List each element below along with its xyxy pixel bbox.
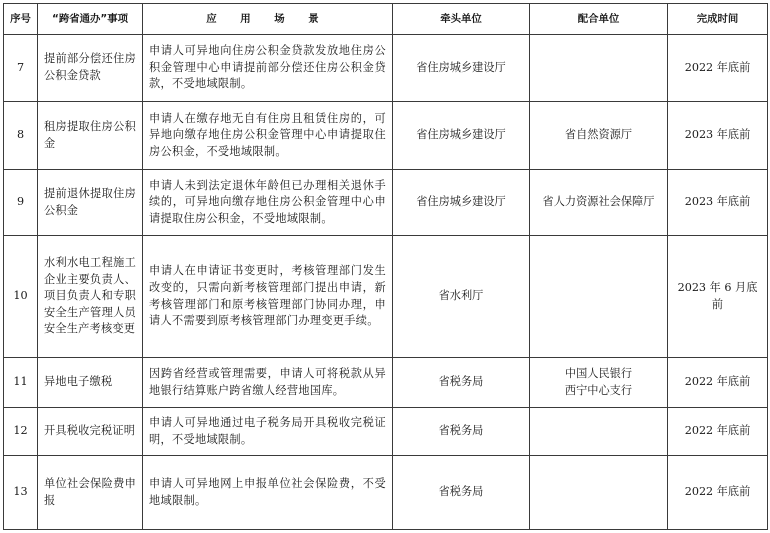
row-lead-unit: 省税务局 [393, 358, 530, 408]
row-coop-unit: 省自然资源厅 [530, 102, 668, 170]
row-deadline: 2022 年底前 [668, 408, 768, 456]
row-item: 异地电子缴税 [38, 358, 143, 408]
row-coop-unit: 省人力资源社会保障厅 [530, 170, 668, 236]
row-scene: 申请人在申请证书变更时，考核管理部门发生改变的，只需向新考核管理部门提出申请，新考核管理部门和原考核管理部门协同办理，申请人不需要到原考核管理部门办理变更手续。 [143, 236, 393, 358]
row-item: 开具税收完税证明 [38, 408, 143, 456]
header-coop-unit: 配合单位 [530, 4, 668, 35]
header-deadline: 完成时间 [668, 4, 768, 35]
table-row [4, 358, 768, 408]
row-item: 提前退休提取住房公积金 [38, 170, 143, 236]
row-coop-unit [530, 456, 668, 530]
row-lead-unit: 省水利厅 [393, 236, 530, 358]
row-no: 11 [4, 358, 38, 408]
row-lead-unit: 省住房城乡建设厅 [393, 170, 530, 236]
row-scene: 申请人在缴存地无自有住房且租赁住房的，可异地向缴存地住房公积金管理中心申请提取住房公积金，不受地域限制。 [143, 102, 393, 170]
header-item: “跨省通办”事项 [38, 4, 143, 35]
row-item: 水利水电工程施工企业主要负责人、项目负责人和专职安全生产管理人员安全生产考核变更 [38, 236, 143, 358]
row-no: 12 [4, 408, 38, 456]
row-item: 提前部分偿还住房公积金贷款 [38, 35, 143, 102]
row-no: 10 [4, 236, 38, 358]
row-deadline: 2022 年底前 [668, 456, 768, 530]
table-row [4, 408, 768, 456]
row-lead-unit: 省税务局 [393, 408, 530, 456]
row-coop-unit [530, 236, 668, 358]
row-no: 13 [4, 456, 38, 530]
row-coop-unit [530, 35, 668, 102]
row-no: 8 [4, 102, 38, 170]
row-deadline: 2022 年底前 [668, 35, 768, 102]
row-lead-unit: 省住房城乡建设厅 [393, 102, 530, 170]
row-no: 7 [4, 35, 38, 102]
coop-unit-line: 中国人民银行 [564, 366, 633, 380]
header-lead-unit: 牵头单位 [393, 4, 530, 35]
table-row [4, 35, 768, 102]
row-coop-unit [530, 408, 668, 456]
row-item: 租房提取住房公积金 [38, 102, 143, 170]
table-row [4, 456, 768, 530]
row-deadline: 2023 年底前 [668, 170, 768, 236]
row-lead-unit: 省税务局 [393, 456, 530, 530]
header-no: 序号 [4, 4, 38, 35]
table-row [4, 102, 768, 170]
coop-unit-line: 西宁中心支行 [564, 383, 633, 397]
table-row [4, 170, 768, 236]
row-deadline: 2023 年 6 月底前 [668, 236, 768, 358]
row-deadline: 2023 年底前 [668, 102, 768, 170]
row-coop-unit [530, 358, 668, 408]
row-scene: 因跨省经营或管理需要，申请人可将税款从异地银行结算账户跨省缴人经营地国库。 [143, 358, 393, 408]
header-row [4, 4, 768, 35]
row-lead-unit: 省住房城乡建设厅 [393, 35, 530, 102]
row-scene: 申请人可异地网上申报单位社会保险费，不受地域限制。 [143, 456, 393, 530]
row-scene: 申请人可异地通过电子税务局开具税收完税证明，不受地域限制。 [143, 408, 393, 456]
row-deadline: 2022 年底前 [668, 358, 768, 408]
matters-table [3, 3, 768, 530]
row-item: 单位社会保险费申报 [38, 456, 143, 530]
row-no: 9 [4, 170, 38, 236]
table-row [4, 236, 768, 358]
row-scene: 申请人未到法定退休年龄但已办理相关退休手续的，可异地向缴存地住房公积金管理中心申请提取住房公积金，不受地域限制。 [143, 170, 393, 236]
row-scene: 申请人可异地向住房公积金贷款发放地住房公积金管理中心申请提前部分偿还住房公积金贷款，不受地域限制。 [143, 35, 393, 102]
header-scene: 应 用 场 景 [143, 4, 393, 35]
